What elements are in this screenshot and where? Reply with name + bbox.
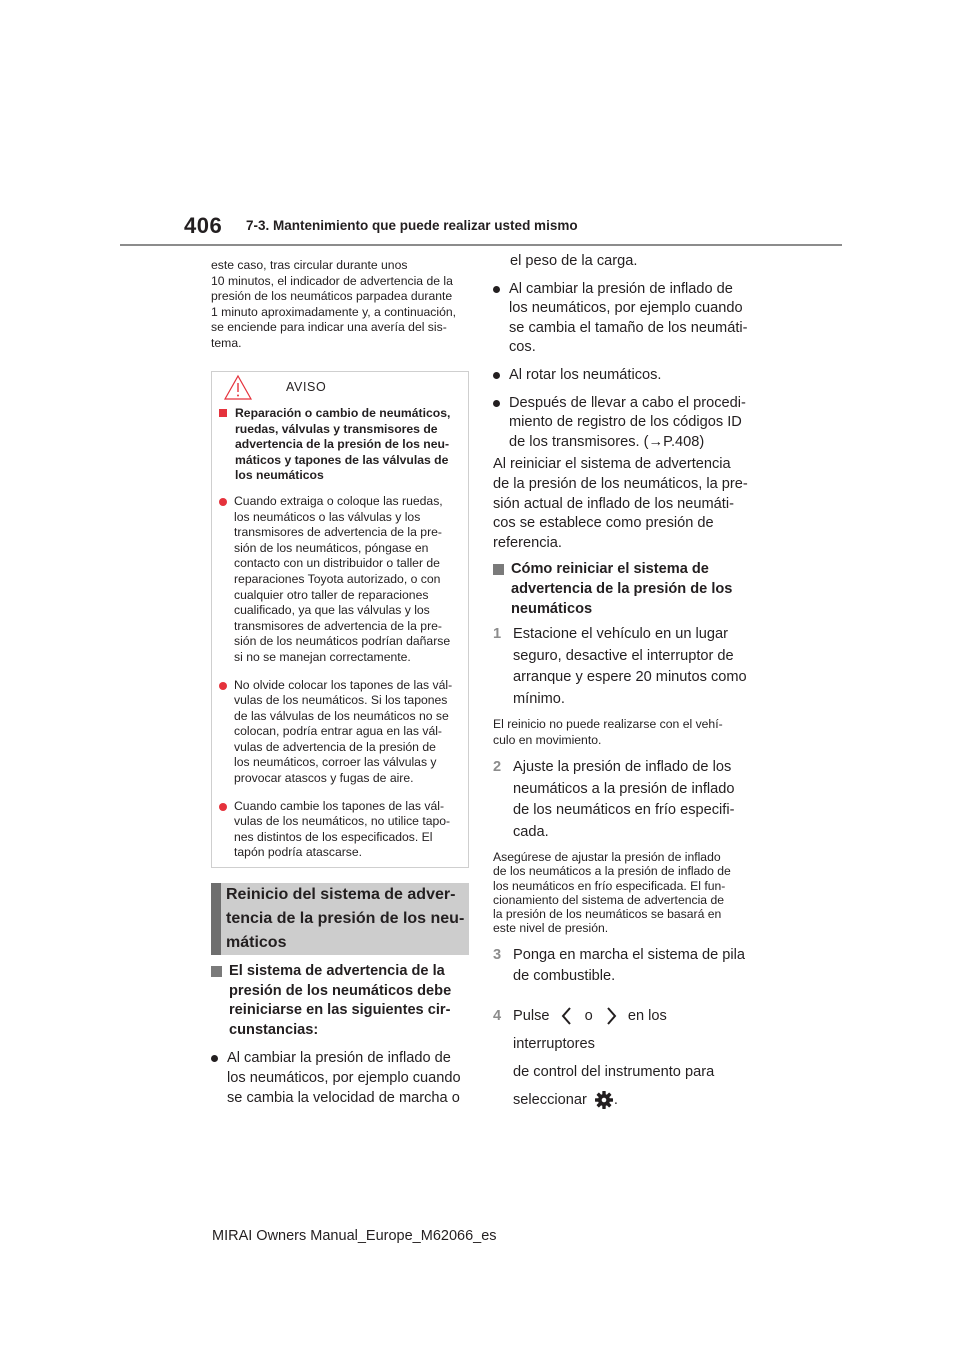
chevron-left-icon bbox=[558, 1005, 576, 1027]
step-note: Asegúrese de ajustar la presión de inflado de los neumáticos a la presión de inflado de los neumáticos en frío especificada. El fun- cionamiento del sistema de advertencia de la presión de los neumáticos se basará en este nivel de presión. bbox=[493, 850, 731, 936]
step-number: 1 bbox=[493, 626, 502, 643]
list-item: Al rotar los neumáticos. bbox=[493, 366, 751, 386]
step-number: 3 bbox=[493, 946, 502, 963]
footer-text: MIRAI Owners Manual_Europe_M62066_es bbox=[212, 1228, 497, 1244]
right-column bbox=[493, 252, 751, 1114]
bullet-dot-icon bbox=[211, 1055, 218, 1062]
bullet-dot-icon bbox=[493, 400, 500, 407]
list-item: Después de llevar a cabo el procedi- miento de registro de los códigos ID de los transmisores. (→P.408) bbox=[493, 394, 751, 453]
how-to-reset-subheading: Cómo reiniciar el sistema de advertencia de la presión de los neumáticos bbox=[493, 560, 751, 619]
square-bullet-icon bbox=[493, 564, 504, 575]
warning-triangle-icon bbox=[223, 374, 253, 401]
heading-accent-bar bbox=[211, 883, 221, 955]
chevron-right-icon bbox=[602, 1005, 620, 1027]
step-note: El reinicio no puede realizarse con el vehí- culo en movimiento. bbox=[493, 717, 723, 747]
page-number: 406 bbox=[184, 213, 223, 238]
bullet-dot-icon bbox=[219, 803, 227, 811]
list-item: Al cambiar la presión de inflado de los neumáticos, por ejemplo cuando se cambia la velocidad de marcha o bbox=[211, 1049, 469, 1108]
warning-title: AVISO bbox=[286, 380, 327, 394]
page-ref-arrow-icon: → bbox=[648, 433, 664, 450]
warning-body bbox=[212, 406, 468, 861]
warning-bullet: Cuando cambie los tapones de las vál- vulas de los neumáticos, no utilice tapo- nes distintos de los especificados. El tapón podría atascarse. bbox=[219, 799, 458, 861]
bullet-dot-icon bbox=[219, 682, 227, 690]
step-4: 4 Pulse o en los interruptores de control del instrumento para seleccionar . bbox=[493, 1002, 751, 1114]
list-item: Al cambiar la presión de inflado de los neumáticos, por ejemplo cuando se cambia el tamaño de los neumáti- cos. bbox=[493, 280, 751, 358]
section-heading bbox=[211, 883, 469, 955]
reset-paragraph: Al reiniciar el sistema de advertencia de la presión de los neumáticos, la pre- sión actual de inflado de los neumáti- cos se establece como presión de referencia. bbox=[493, 456, 748, 551]
warning-box bbox=[211, 371, 469, 868]
bullet-dot-icon bbox=[493, 372, 500, 379]
continuation-text: el peso de la carga. bbox=[510, 253, 638, 269]
square-bullet-icon bbox=[211, 966, 222, 977]
step-number: 2 bbox=[493, 759, 502, 776]
step-2: 2 Ajuste la presión de inflado de los neumáticos a la presión de inflado de los neumáticos en frío especifi- cada. bbox=[493, 759, 735, 840]
gear-icon bbox=[594, 1090, 614, 1110]
header-divider bbox=[120, 244, 842, 246]
warning-bullet: No olvide colocar los tapones de las vál- vulas de los neumáticos. Si los tapones de las válvulas de los neumáticos no se colocan, podría entrar agua en las vál- vulas de advertencia de la presión de los neumáticos, corroer las válvulas y provocar atascos y fugas de aire. bbox=[219, 678, 458, 787]
warning-bullet: Cuando extraiga o coloque las ruedas, los neumáticos o las válvulas y los transmisores de advertencia de la pre- sión de los neumáticos, póngase en contacto con un distribuidor o taller de reparaciones Toyota autorizado, o con cualquier otro taller de reparaciones cualificado, ya que las válvulas y los transmisores de advertencia de la pre- sión de los neumáticos podrían dañarse si no se manejan correctamente. bbox=[219, 494, 458, 666]
bullet-dot-icon bbox=[493, 286, 500, 293]
left-lower-content bbox=[211, 962, 469, 1108]
square-bullet-icon bbox=[219, 409, 227, 417]
step-1: 1 Estacione el vehículo en un lugar seguro, desactive el interruptor de arranque y espere 20 minutos como mínimo. bbox=[493, 626, 747, 707]
section-title: 7-3. Mantenimiento que puede realizar usted mismo bbox=[246, 218, 578, 233]
page-reference-link[interactable]: P.408) bbox=[663, 433, 705, 450]
warning-subheading: Reparación o cambio de neumáticos, ruedas, válvulas y transmisores de advertencia de la presión de los neu- máticos y tapones de las válvulas de los neumáticos bbox=[219, 406, 458, 484]
section-heading-text: Reinicio del sistema de adver- tencia de la presión de los neu- máticos bbox=[226, 886, 465, 951]
intro-paragraph: este caso, tras circular durante unos 10 minutos, el indicador de advertencia de la presión de los neumáticos parpadea durante 1 minuto aproximadamente y, a continuación, se enciende para indicar una avería del sis- tema. bbox=[211, 258, 457, 350]
warning-header bbox=[212, 372, 468, 404]
step-number: 4 bbox=[493, 1007, 502, 1024]
bullet-dot-icon bbox=[219, 498, 227, 506]
step-3: 3 Ponga en marcha el sistema de pila de combustible. bbox=[493, 946, 746, 984]
reset-conditions-subheading: El sistema de advertencia de la presión de los neumáticos debe reiniciarse en las siguientes cir- cunstancias: bbox=[211, 962, 469, 1040]
